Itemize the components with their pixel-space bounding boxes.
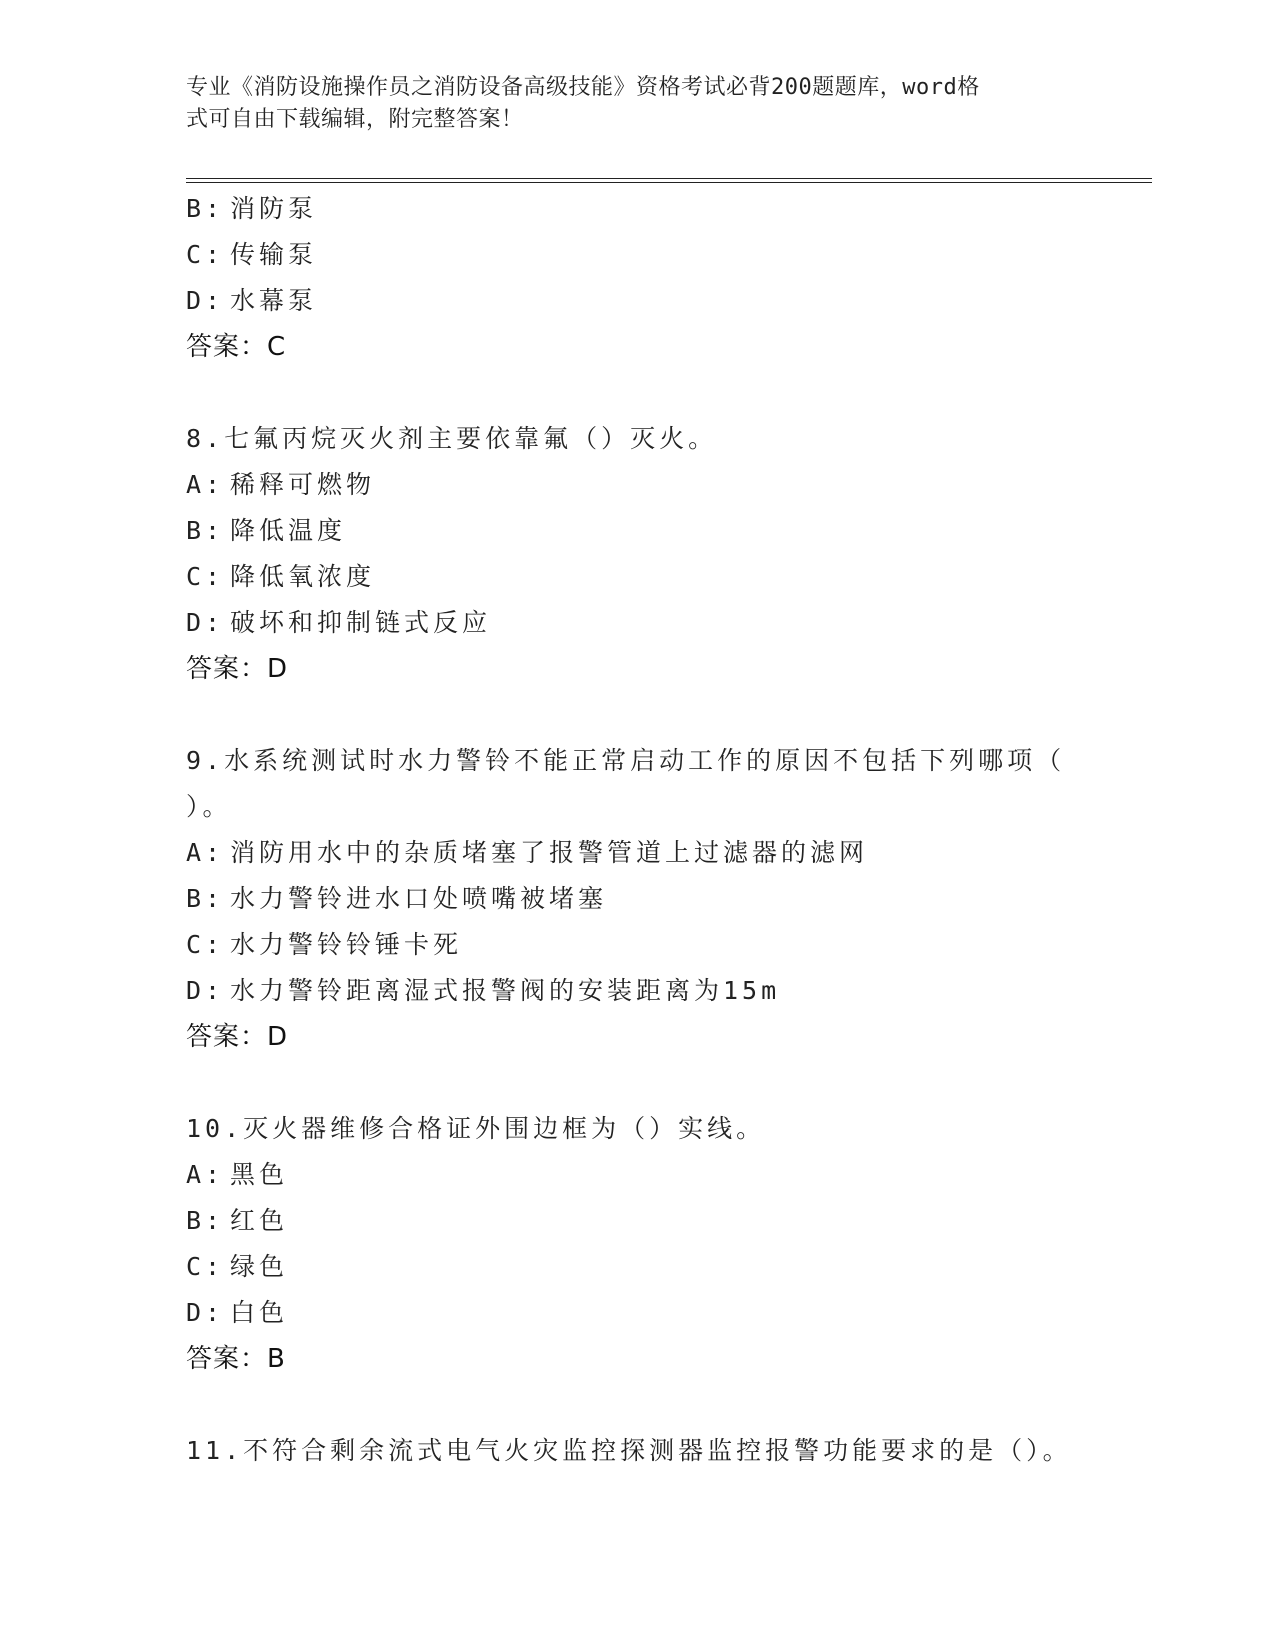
option-text: 破坏和抑制链式反应 <box>230 608 492 637</box>
question-text: 11.不符合剩余流式电气火灾监控探测器监控报警功能要求的是（）。 <box>186 1436 1072 1465</box>
question-text-continued: ）。 <box>186 792 232 821</box>
option-text: 黑色 <box>230 1160 289 1189</box>
option-prefix: A: <box>186 470 225 499</box>
question-10 <box>186 1106 1086 1382</box>
option-text: 消防泵 <box>230 194 318 223</box>
option-text: 稀释可燃物 <box>230 470 376 499</box>
option-text: 绿色 <box>230 1252 289 1281</box>
option-prefix: C: <box>186 930 225 959</box>
answer-line: 答案：D <box>186 1022 289 1052</box>
option-prefix: B: <box>186 1206 225 1235</box>
option-c <box>186 232 1086 278</box>
option-text: 白色 <box>230 1298 289 1327</box>
option-c <box>186 554 1086 600</box>
option-prefix: C: <box>186 240 225 269</box>
option-d <box>186 600 1086 646</box>
header-divider-top <box>186 178 1152 179</box>
question-11 <box>186 1428 1086 1474</box>
option-prefix: D: <box>186 1298 225 1327</box>
answer-line: 答案：C <box>186 332 287 362</box>
option-text: 消防用水中的杂质堵塞了报警管道上过滤器的滤网 <box>230 838 869 867</box>
option-prefix: A: <box>186 1160 225 1189</box>
option-text: 传输泵 <box>230 240 318 269</box>
question-7-continued <box>186 186 1086 370</box>
answer-line: 答案：D <box>186 654 289 684</box>
option-text: 水力警铃距离湿式报警阀的安装距离为15m <box>230 976 781 1005</box>
option-b <box>186 1198 1086 1244</box>
option-prefix: D: <box>186 976 225 1005</box>
question-text: 8.七氟丙烷灭火剂主要依靠氟（）灭火。 <box>186 424 718 453</box>
option-b <box>186 876 1086 922</box>
option-text: 水力警铃进水口处喷嘴被堵塞 <box>230 884 608 913</box>
option-prefix: B: <box>186 884 225 913</box>
option-text: 水力警铃铃锤卡死 <box>230 930 463 959</box>
option-d <box>186 968 1086 1014</box>
option-prefix: D: <box>186 286 225 315</box>
option-c <box>186 922 1086 968</box>
question-text: 9.水系统测试时水力警铃不能正常启动工作的原因不包括下列哪项（ <box>186 746 1066 775</box>
option-b <box>186 186 1086 232</box>
option-d <box>186 278 1086 324</box>
option-c <box>186 1244 1086 1290</box>
option-prefix: D: <box>186 608 225 637</box>
option-prefix: B: <box>186 516 225 545</box>
option-text: 降低温度 <box>230 516 347 545</box>
document-header <box>186 72 1066 136</box>
question-list <box>186 186 1086 1474</box>
option-text: 水幕泵 <box>230 286 318 315</box>
option-prefix: C: <box>186 562 225 591</box>
option-text: 降低氧浓度 <box>230 562 376 591</box>
option-a <box>186 830 1086 876</box>
option-a <box>186 462 1086 508</box>
question-text: 10.灭火器维修合格证外围边框为（）实线。 <box>186 1114 766 1143</box>
option-prefix: B: <box>186 194 225 223</box>
option-b <box>186 508 1086 554</box>
option-prefix: A: <box>186 838 225 867</box>
option-text: 红色 <box>230 1206 289 1235</box>
option-a <box>186 1152 1086 1198</box>
header-title-line-2: 式可自由下载编辑，附完整答案！ <box>186 107 524 132</box>
option-prefix: C: <box>186 1252 225 1281</box>
header-title-line-1: 专业《消防设施操作员之消防设备高级技能》资格考试必背200题题库，word格 <box>186 75 980 100</box>
question-8 <box>186 416 1086 692</box>
answer-line: 答案：B <box>186 1344 286 1374</box>
option-d <box>186 1290 1086 1336</box>
header-divider-bottom <box>186 182 1152 183</box>
question-9 <box>186 738 1086 1060</box>
